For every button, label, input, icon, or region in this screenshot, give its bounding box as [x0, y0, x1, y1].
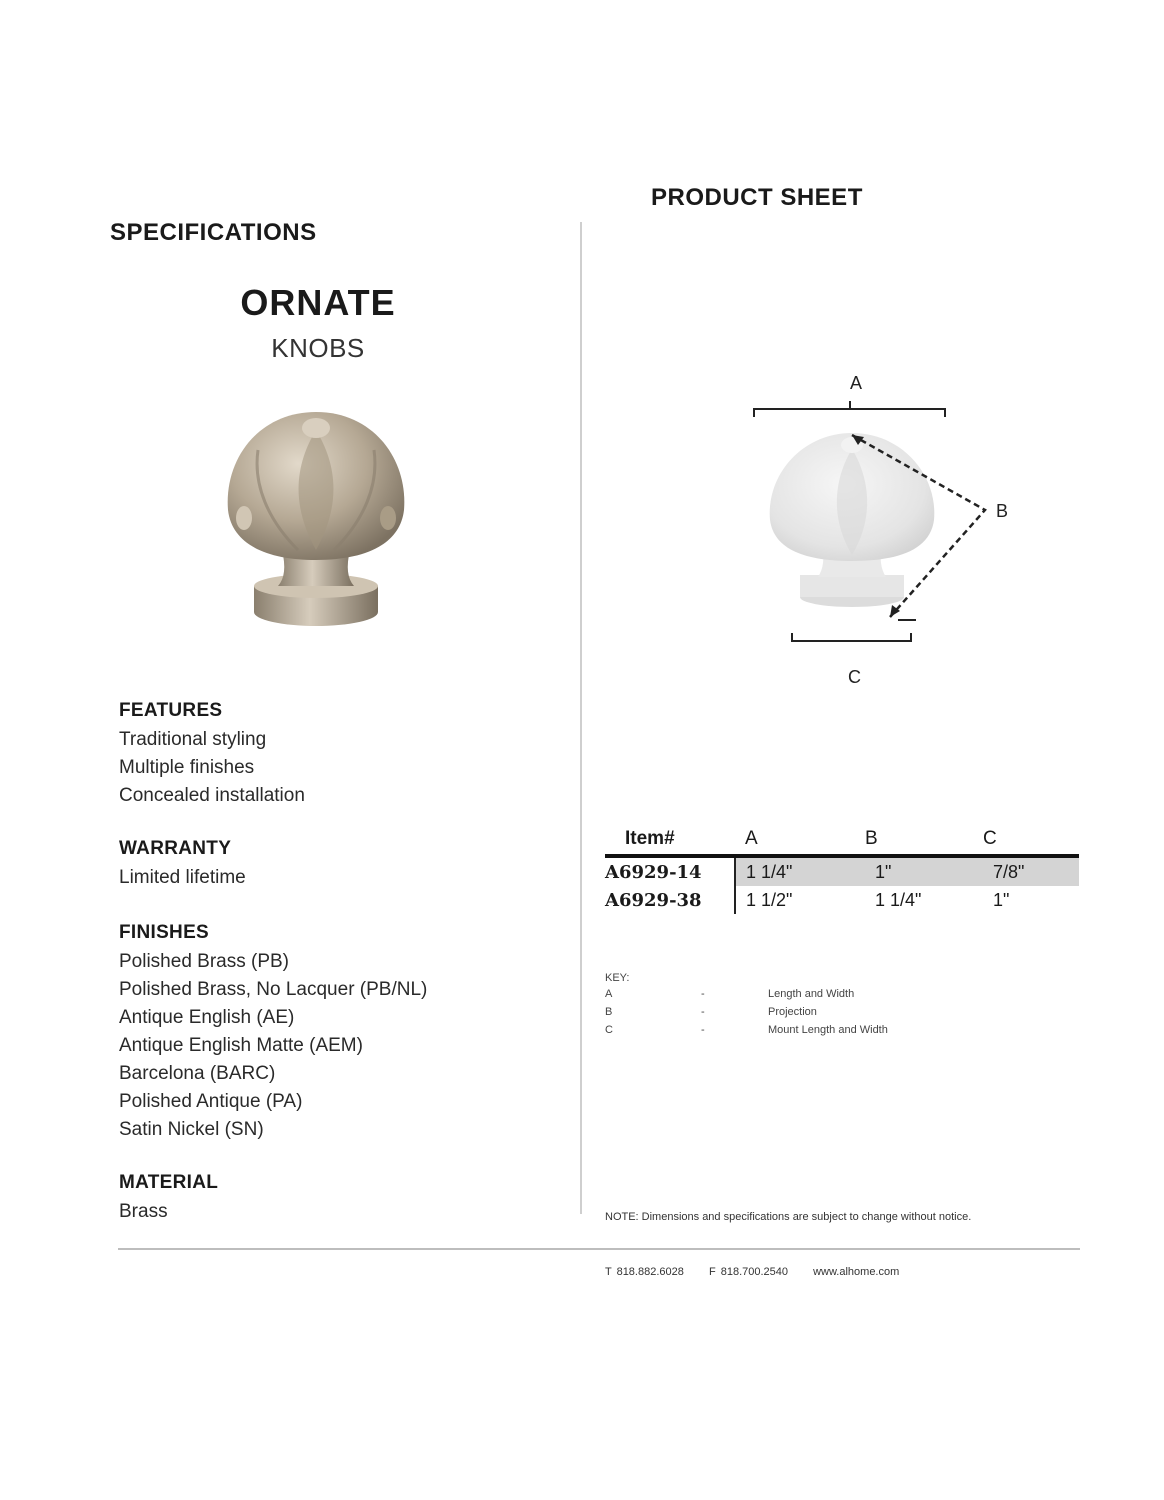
feature-item: Traditional styling — [119, 729, 267, 750]
item-number-cell: A6929-14 — [605, 856, 735, 886]
dimension-table — [605, 826, 1079, 914]
key-title: KEY: — [605, 972, 630, 984]
dimension-c-cell: 1" — [993, 889, 1010, 910]
dimension-a-cell: 1 1/2" — [746, 889, 793, 910]
finish-item: Barcelona (BARC) — [119, 1063, 276, 1084]
item-number-cell: A6929-38 — [605, 886, 735, 914]
finish-item: Antique English (AE) — [119, 1007, 295, 1028]
key-entry — [605, 988, 945, 1006]
disclaimer-note: NOTE: Dimensions and specifications are subject to change without notice. — [605, 1211, 972, 1223]
dimension-c-cell: 7/8" — [983, 856, 1079, 886]
diagram-label-b: B — [996, 501, 1009, 521]
product-name: ORNATE — [240, 282, 396, 323]
column-header-item: Item# — [625, 828, 675, 849]
phone-number: T 818.882.6028 — [605, 1266, 684, 1278]
column-header-c: C — [983, 828, 997, 849]
key-dash: - — [701, 988, 705, 1000]
warranty-section — [119, 838, 246, 892]
key-dash: - — [701, 1024, 705, 1036]
material-item: Brass — [119, 1201, 168, 1222]
key-dash: - — [701, 1006, 705, 1018]
table-row — [605, 856, 1079, 886]
dimension-a-bracket — [754, 401, 945, 417]
finish-item: Polished Brass, No Lacquer (PB/NL) — [119, 979, 428, 1000]
fax-number: F 818.700.2540 — [708, 1266, 789, 1278]
diagram-label-c: C — [848, 667, 861, 687]
dimension-b-cell: 1" — [865, 856, 983, 886]
material-section — [119, 1172, 218, 1226]
table-row — [605, 886, 1079, 914]
key-entry — [605, 1006, 945, 1024]
feature-item: Concealed installation — [119, 785, 305, 806]
finish-item: Antique English Matte (AEM) — [119, 1035, 363, 1056]
finish-item: Polished Antique (PA) — [119, 1091, 303, 1112]
key-description: Mount Length and Width — [768, 1024, 888, 1036]
table-header-row — [605, 826, 1079, 856]
material-heading: MATERIAL — [119, 1172, 219, 1193]
contact-line — [605, 1266, 919, 1278]
finish-item: Satin Nickel (SN) — [119, 1119, 264, 1140]
product-sheet-heading: PRODUCT SHEET — [651, 184, 863, 211]
specifications-heading: SPECIFICATIONS — [110, 219, 317, 246]
finish-item: Polished Brass (PB) — [119, 951, 290, 972]
features-section — [119, 700, 305, 810]
column-header-b: B — [865, 828, 878, 849]
finishes-section — [119, 922, 427, 1144]
knob-outline — [770, 433, 935, 607]
key-entry — [605, 1024, 945, 1042]
key-letter: A — [605, 988, 613, 1000]
website-link[interactable]: www.alhome.com — [813, 1266, 900, 1278]
dimension-c-bracket — [792, 633, 911, 641]
diagram-label-a: A — [850, 373, 863, 393]
finishes-heading: FINISHES — [119, 922, 210, 943]
key-description: Length and Width — [768, 988, 855, 1000]
dimension-a-cell: 1 1/4" — [735, 856, 865, 886]
warranty-item: Limited lifetime — [119, 867, 246, 888]
dimension-key — [605, 972, 945, 1042]
column-header-a: A — [745, 828, 758, 849]
dimension-b-cell: 1 1/4" — [875, 889, 922, 910]
dimension-diagram — [740, 365, 1030, 695]
key-letter: B — [605, 1006, 613, 1018]
key-description: Projection — [768, 1006, 817, 1018]
product-type: KNOBS — [271, 333, 365, 363]
knob-photo — [218, 400, 414, 630]
key-letter: C — [605, 1024, 613, 1036]
horizontal-divider — [118, 1248, 1080, 1250]
features-heading: FEATURES — [119, 700, 223, 721]
warranty-heading: WARRANTY — [119, 838, 232, 859]
feature-item: Multiple finishes — [119, 757, 255, 778]
vertical-divider — [580, 222, 582, 1214]
